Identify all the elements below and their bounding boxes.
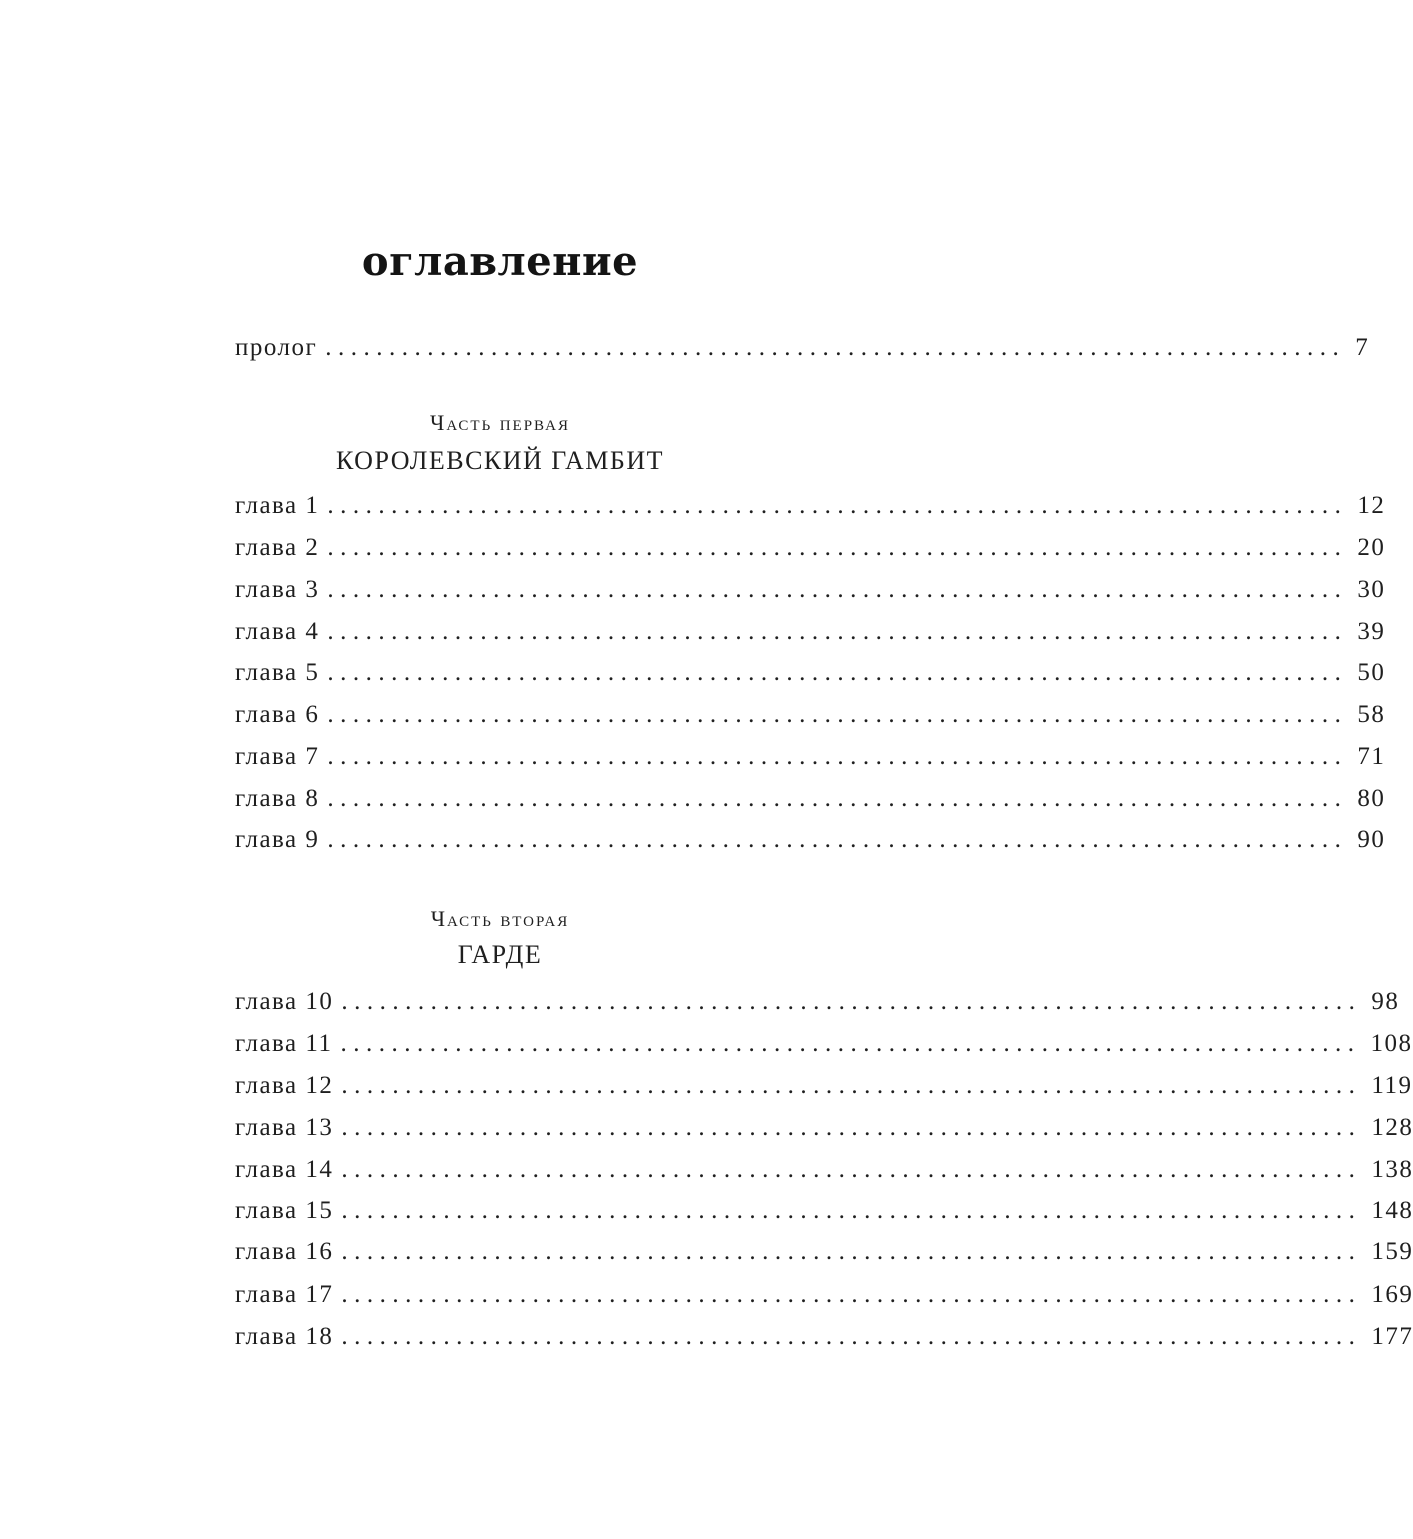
- part-label: Часть первая: [430, 410, 570, 435]
- toc-entry-page: 58: [1357, 701, 1386, 728]
- toc-entry-page: 20: [1357, 534, 1386, 561]
- toc-entry-chapter[interactable]: [235, 492, 1386, 528]
- toc-entry-label: пролог: [235, 334, 318, 361]
- toc-entry-page: 169: [1371, 1281, 1413, 1308]
- toc-leader-dots: ................................................................................: [327, 743, 1348, 770]
- toc-leader-dots: ................................................................................: [340, 1030, 1361, 1057]
- part-label: Часть вторая: [430, 906, 570, 931]
- toc-entry-page: 177: [1371, 1323, 1413, 1350]
- toc-leader-dots: ................................................................................: [341, 1323, 1362, 1350]
- toc-entry-label: глава 13: [235, 1114, 334, 1141]
- toc-entry-label: глава 6: [235, 701, 320, 728]
- toc-entry-chapter[interactable]: [235, 576, 1386, 612]
- toc-entry-page: 138: [1371, 1156, 1413, 1183]
- toc-entry-chapter[interactable]: [235, 1114, 1413, 1150]
- toc-entry-chapter[interactable]: [235, 743, 1386, 779]
- page-title: оглавление: [361, 238, 639, 285]
- toc-entry-page: 98: [1371, 988, 1400, 1015]
- toc-entry-label: глава 1: [235, 492, 320, 519]
- toc-leader-dots: ................................................................................: [327, 576, 1348, 603]
- toc-entry-page: 90: [1357, 826, 1386, 853]
- toc-entry-page: 12: [1357, 492, 1386, 519]
- toc-leader-dots: ................................................................................: [327, 826, 1348, 853]
- toc-entry-chapter[interactable]: [235, 988, 1400, 1024]
- toc-entry-chapter[interactable]: [235, 1156, 1413, 1192]
- toc-entry-label: глава 5: [235, 659, 320, 686]
- part-name: КОРОЛЕВСКИЙ ГАМБИТ: [335, 446, 664, 475]
- toc-leader-dots: ................................................................................: [327, 785, 1348, 812]
- toc-entry-page: 119: [1371, 1072, 1413, 1099]
- toc-entry-chapter[interactable]: [235, 1323, 1413, 1359]
- toc-leader-dots: ................................................................................: [325, 334, 1346, 361]
- toc-entry-page: 159: [1371, 1238, 1413, 1265]
- toc-entry-chapter[interactable]: [235, 785, 1386, 821]
- toc-entry-chapter[interactable]: [235, 618, 1386, 654]
- toc-entry-chapter[interactable]: [235, 1030, 1413, 1066]
- toc-entry-prologue[interactable]: [235, 334, 1370, 370]
- toc-entry-chapter[interactable]: [235, 1197, 1413, 1233]
- toc-leader-dots: ................................................................................: [341, 1281, 1362, 1308]
- toc-leader-dots: ................................................................................: [327, 659, 1348, 686]
- toc-entry-page: 148: [1371, 1197, 1413, 1224]
- toc-leader-dots: ................................................................................: [341, 1114, 1362, 1141]
- toc-entry-label: глава 7: [235, 743, 320, 770]
- toc-entry-chapter[interactable]: [235, 1281, 1413, 1317]
- toc-entry-chapter[interactable]: [235, 659, 1386, 695]
- toc-leader-dots: ................................................................................: [327, 701, 1348, 728]
- toc-leader-dots: ................................................................................: [341, 1197, 1362, 1224]
- toc-entry-page: 128: [1371, 1114, 1413, 1141]
- toc-entry-chapter[interactable]: [235, 1072, 1413, 1108]
- toc-entry-label: глава 15: [235, 1197, 334, 1224]
- toc-entry-label: глава 10: [235, 988, 334, 1015]
- toc-entry-page: 80: [1357, 785, 1386, 812]
- toc-entry-label: глава 18: [235, 1323, 334, 1350]
- toc-entry-chapter[interactable]: [235, 534, 1386, 570]
- toc-entry-page: 30: [1357, 576, 1386, 603]
- part-1-heading: [0, 405, 1000, 479]
- toc-entry-label: глава 3: [235, 576, 320, 603]
- toc-leader-dots: ................................................................................: [341, 1072, 1362, 1099]
- toc-entry-chapter[interactable]: [235, 826, 1386, 862]
- toc-entry-page: 71: [1357, 743, 1386, 770]
- toc-leader-dots: ................................................................................: [341, 1238, 1362, 1265]
- toc-entry-page: 50: [1357, 659, 1386, 686]
- toc-leader-dots: ................................................................................: [327, 534, 1348, 561]
- toc-entry-label: глава 11: [235, 1030, 333, 1057]
- toc-entry-label: глава 12: [235, 1072, 334, 1099]
- toc-entry-label: глава 14: [235, 1156, 334, 1183]
- toc-leader-dots: ................................................................................: [341, 1156, 1362, 1183]
- toc-entry-label: глава 17: [235, 1281, 334, 1308]
- toc-entry-label: глава 4: [235, 618, 320, 645]
- toc-entry-page: 7: [1355, 334, 1370, 361]
- toc-entry-page: 108: [1370, 1030, 1413, 1057]
- toc-entry-chapter[interactable]: [235, 701, 1386, 737]
- toc-entry-chapter[interactable]: [235, 1238, 1413, 1274]
- toc-entry-label: глава 8: [235, 785, 320, 812]
- part-2-heading: [0, 901, 1000, 973]
- toc-entry-label: глава 2: [235, 534, 320, 561]
- toc-leader-dots: ................................................................................: [341, 988, 1362, 1015]
- toc-entry-label: глава 9: [235, 826, 320, 853]
- toc-leader-dots: ................................................................................: [327, 618, 1348, 645]
- part-name: ГАРДЕ: [457, 940, 543, 969]
- toc-leader-dots: ................................................................................: [327, 492, 1348, 519]
- toc-entry-page: 39: [1357, 618, 1386, 645]
- toc-entry-label: глава 16: [235, 1238, 334, 1265]
